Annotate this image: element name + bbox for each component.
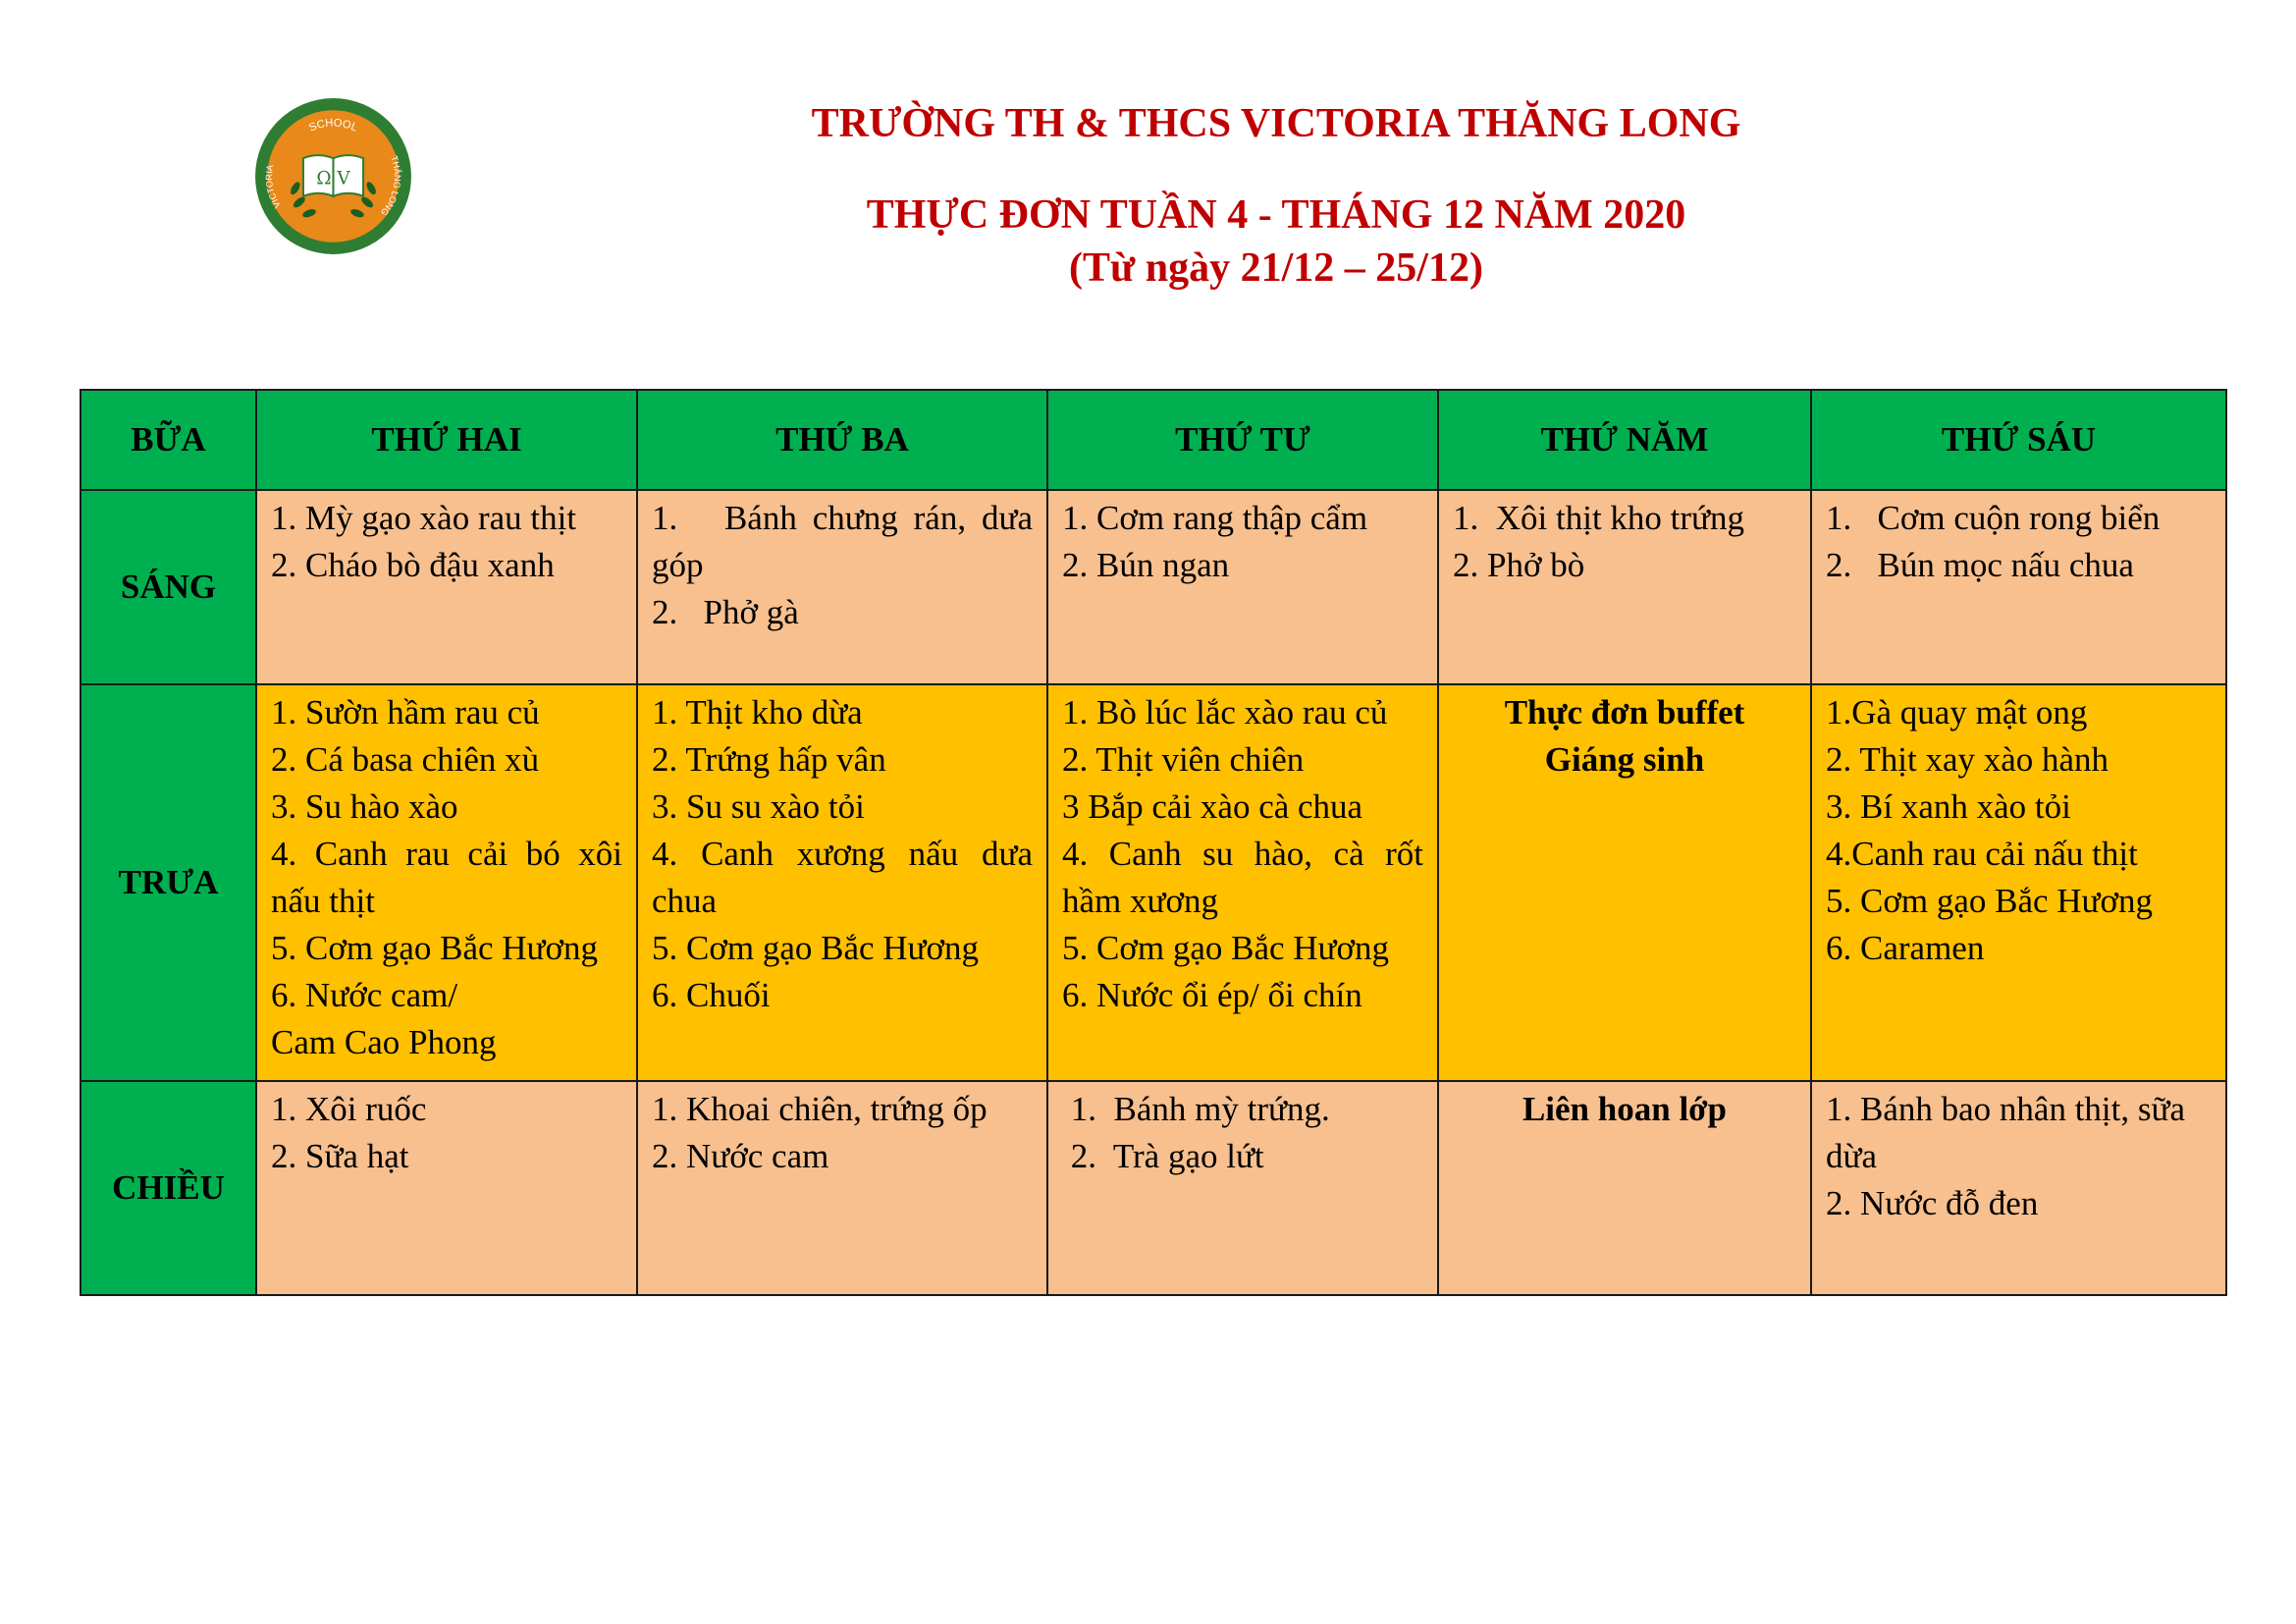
menu-item: 2. Bún mọc nấu chua bbox=[1826, 546, 2134, 584]
menu-item: 2. Phở gà bbox=[652, 593, 799, 631]
menu-item: 4.Canh rau cải nấu thịt bbox=[1826, 835, 2138, 873]
table-row bbox=[80, 1081, 2226, 1295]
menu-item: 5. Cơm gạo Bắc Hương bbox=[271, 929, 599, 967]
menu-cell bbox=[1047, 490, 1438, 684]
menu-item: 1. Bò lúc lắc xào rau củ bbox=[1062, 693, 1388, 731]
menu-cell bbox=[1438, 490, 1811, 684]
menu-item: 2. Trứng hấp vân bbox=[652, 740, 886, 779]
menu-cell bbox=[637, 684, 1047, 1081]
menu-cell bbox=[637, 1081, 1047, 1295]
logo-letters: Ω V bbox=[316, 168, 350, 189]
menu-cell bbox=[1811, 684, 2226, 1081]
menu-item: 1. Bánh bao nhân thịt, sữa dừa bbox=[1826, 1090, 2185, 1175]
menu-item: 1. Cơm rang thập cẩm bbox=[1062, 499, 1368, 537]
menu-item: 1. Khoai chiên, trứng ốp bbox=[652, 1090, 988, 1128]
menu-item: 2. Nước cam bbox=[652, 1137, 829, 1175]
menu-item: 1. Xôi ruốc bbox=[271, 1090, 427, 1128]
meal-label: SÁNG bbox=[80, 490, 256, 684]
school-name: TRƯỜNG TH & THCS VICTORIA THĂNG LONG bbox=[811, 101, 1741, 146]
school-logo bbox=[253, 96, 413, 256]
menu-item: 2. Cháo bò đậu xanh bbox=[271, 546, 555, 584]
menu-cell bbox=[256, 1081, 637, 1295]
header-wednesday: THỨ TƯ bbox=[1047, 390, 1438, 490]
menu-item: 1. Mỳ gạo xào rau thịt bbox=[271, 499, 577, 537]
logo-text-left: VICTORIA bbox=[264, 164, 283, 210]
menu-item: 4. Canh rau cải bó xôi nấu thịt bbox=[271, 835, 622, 920]
header-meal: BỮA bbox=[80, 390, 256, 490]
menu-item: Cam Cao Phong bbox=[271, 1023, 497, 1061]
title-block bbox=[589, 94, 1963, 295]
menu-item: 1. Xôi thịt kho trứng bbox=[1453, 499, 1745, 537]
menu-item: 5. Cơm gạo Bắc Hương bbox=[1826, 882, 2154, 920]
menu-cell bbox=[1811, 1081, 2226, 1295]
header-monday: THỨ HAI bbox=[256, 390, 637, 490]
menu-cell bbox=[256, 684, 637, 1081]
header-tuesday: THỨ BA bbox=[637, 390, 1047, 490]
menu-item: 5. Cơm gạo Bắc Hương bbox=[652, 929, 980, 967]
menu-item: 6. Caramen bbox=[1826, 929, 1985, 967]
menu-item: 6. Chuối bbox=[652, 976, 771, 1014]
menu-item: 3. Su hào xào bbox=[271, 787, 458, 826]
menu-cell bbox=[1438, 684, 1811, 1081]
menu-item: 2. Nước đỗ đen bbox=[1826, 1184, 2039, 1222]
menu-item: 6. Nước cam/ bbox=[271, 976, 458, 1014]
menu-item: 3. Bí xanh xào tỏi bbox=[1826, 787, 2071, 826]
menu-item: 2. Thịt viên chiên bbox=[1062, 740, 1305, 779]
menu-cell bbox=[256, 490, 637, 684]
menu-item: 2. Sữa hạt bbox=[271, 1137, 409, 1175]
logo-text-top: SCHOOL bbox=[307, 117, 359, 135]
menu-item: 5. Cơm gạo Bắc Hương bbox=[1062, 929, 1390, 967]
menu-cell bbox=[1811, 490, 2226, 684]
meal-label: TRƯA bbox=[80, 684, 256, 1081]
menu-item: 1. Cơm cuộn rong biển bbox=[1826, 499, 2161, 537]
header-friday: THỨ SÁU bbox=[1811, 390, 2226, 490]
menu-item: 1. Bánh chưng rán, dưa góp bbox=[652, 499, 1041, 584]
menu-item: 2. Trà gạo lứt bbox=[1062, 1137, 1264, 1175]
menu-item: 1. Sườn hầm rau củ bbox=[271, 693, 540, 731]
menu-item: Thực đơn buffet bbox=[1504, 693, 1745, 731]
menu-item: 6. Nước ổi ép/ ổi chín bbox=[1062, 976, 1362, 1014]
date-range: (Từ ngày 21/12 – 25/12) bbox=[1069, 245, 1483, 291]
menu-item: 2. Cá basa chiên xù bbox=[271, 740, 540, 779]
menu-title: THỰC ĐƠN TUẦN 4 - THÁNG 12 NĂM 2020 bbox=[866, 192, 1686, 238]
menu-item: 2. Phở bò bbox=[1453, 546, 1585, 584]
menu-item: Giáng sinh bbox=[1544, 740, 1705, 779]
menu-item: 1. Thịt kho dừa bbox=[652, 693, 863, 731]
menu-item: Liên hoan lớp bbox=[1522, 1090, 1728, 1128]
menu-cell bbox=[1047, 684, 1438, 1081]
menu-cell bbox=[637, 490, 1047, 684]
menu-item: 1. Bánh mỳ trứng. bbox=[1062, 1090, 1330, 1128]
weekly-menu-table bbox=[80, 389, 2227, 1296]
table-row bbox=[80, 684, 2226, 1081]
menu-item: 3 Bắp cải xào cà chua bbox=[1062, 787, 1363, 826]
menu-item: 4. Canh xương nấu dưa chua bbox=[652, 835, 1033, 920]
logo-text-right: THĂNG LONG bbox=[378, 154, 403, 218]
menu-item: 2. Bún ngan bbox=[1062, 546, 1230, 584]
menu-item: 4. Canh su hào, cà rốt hầm xương bbox=[1062, 835, 1423, 920]
meal-label: CHIỀU bbox=[80, 1081, 256, 1295]
menu-item: 3. Su su xào tỏi bbox=[652, 787, 865, 826]
menu-cell bbox=[1438, 1081, 1811, 1295]
header-thursday: THỨ NĂM bbox=[1438, 390, 1811, 490]
menu-item: 1.Gà quay mật ong bbox=[1826, 693, 2088, 731]
table-row bbox=[80, 490, 2226, 684]
menu-item: 2. Thịt xay xào hành bbox=[1826, 740, 2109, 779]
menu-cell bbox=[1047, 1081, 1438, 1295]
header-row bbox=[80, 390, 2226, 490]
